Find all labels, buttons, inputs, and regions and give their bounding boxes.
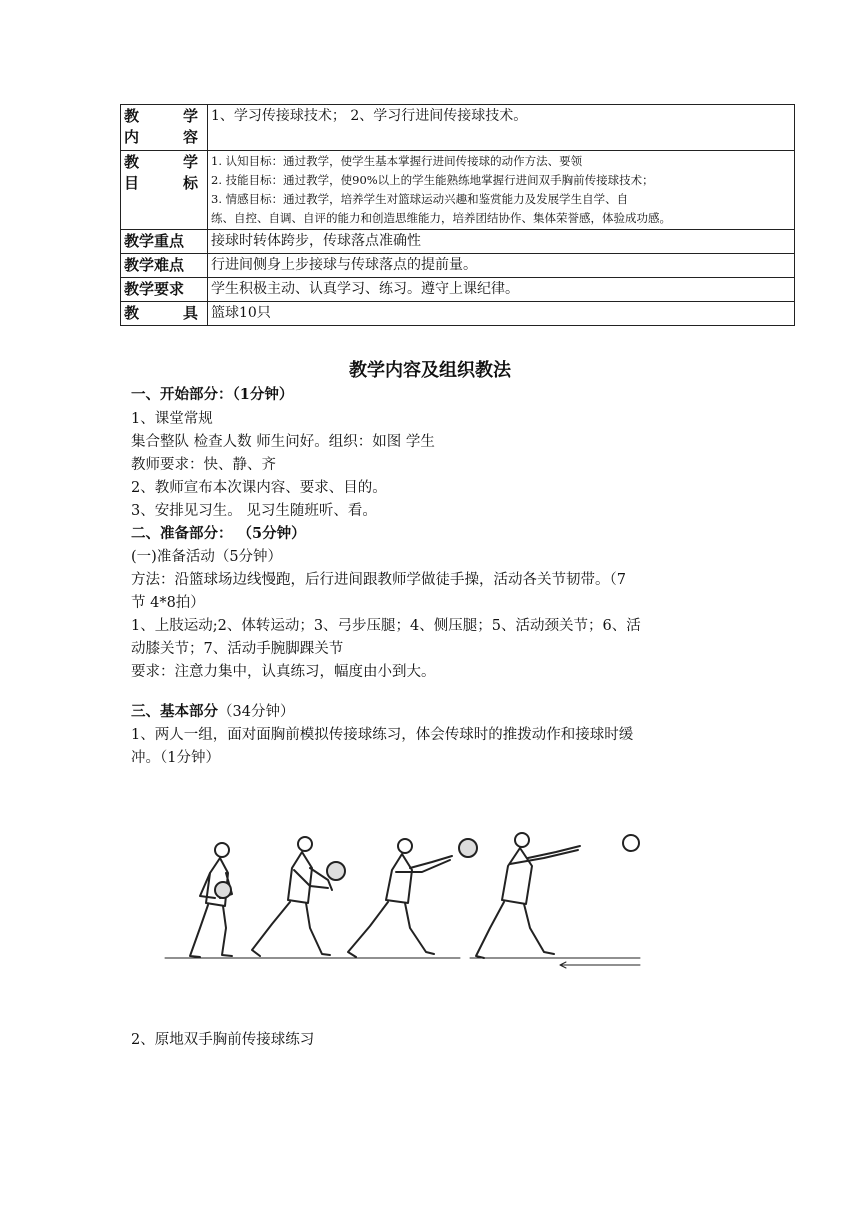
row-value-goals: 1. 认知目标：通过教学，使学生基本掌握行进间传接球的动作方法、要领 2. 技能目标：通过教学，使90%以上的学生能熟练地掌握行进间双手胸前传接球技术； 3. 情感目标：通过教学，培养学生对篮球运动兴趣和鉴赏能力及发展学生自学、自 练、自控、自调、自评的能力和创造思维能力，培养团结协作、集体荣誉感，体验成功感。 [208,151,795,230]
table-row [121,151,795,230]
row-label-requirement: 教学要求 [121,278,208,302]
player-figure-3 [348,839,477,957]
row-label-goals: 教 学 目 标 [121,151,208,230]
table-row [121,105,795,151]
row-label-key-point: 教学重点 [121,230,208,254]
pass-catch-illustration [160,828,660,978]
table-row [121,230,795,254]
text-line: 3、安排见习生。 见习生随班听、看。 [131,503,377,519]
row-value-key-point: 接球时转体跨步，传球落点准确性 [208,230,795,254]
lesson-info-table [120,104,795,326]
text-line: 1、上肢运动;2、体转运动；3、弓步压腿；4、侧压腿；5、活动颈关节；6、活 [131,618,641,634]
text-line: 1、课堂常规 [131,411,213,427]
table-row [121,254,795,278]
ball-icon [623,835,639,851]
section-title: 教学内容及组织教法 [349,360,511,381]
player-figure-2 [252,837,345,956]
text-line: 2、教师宣布本次课内容、要求、目的。 [131,480,387,496]
row-value-content: 1、学习传接球技术； 2、学习行进间传接球技术。 [208,105,795,151]
heading-start: 一、开始部分：（1分钟） [131,386,294,403]
text-line: 节 4*8拍） [131,595,205,611]
heading-prepare: 二、准备部分： （5分钟） [131,525,306,542]
player-figure-1 [190,843,232,957]
text-line: 2、原地双手胸前传接球练习 [131,1032,315,1048]
text-line: 方法：沿篮球场边线慢跑，后行进间跟教师学做徒手操，活动各关节韧带。（7 [131,572,626,588]
row-label-equipment: 教 具 [121,302,208,326]
text-line: 1、两人一组，面对面胸前模拟传接球练习，体会传球时的推拨动作和接球时缓 [131,727,634,743]
text-line: 要求：注意力集中，认真练习，幅度由小到大。 [131,664,436,680]
player-figure-4 [476,833,580,958]
text-line: 集合整队 检查人数 师生问好。组织：如图 学生 [131,434,435,450]
row-label-difficulty: 教学难点 [121,254,208,278]
text-line: 教师要求：快、静、齐 [131,457,276,473]
table-row [121,278,795,302]
subheading-warmup: (一)准备活动（5分钟） [131,549,283,565]
row-value-equipment: 篮球10只 [208,302,795,326]
text-line: 动膝关节；7、活动手腕脚踝关节 [131,641,344,657]
text-line: 冲。（1分钟） [131,750,220,766]
heading-basic: 三、基本部分（34分钟） [131,703,295,720]
row-label-content: 教 学 内 容 [121,105,208,151]
row-value-requirement: 学生积极主动、认真学习、练习。遵守上课纪律。 [208,278,795,302]
table-row [121,302,795,326]
row-value-difficulty: 行进间侧身上步接球与传球落点的提前量。 [208,254,795,278]
